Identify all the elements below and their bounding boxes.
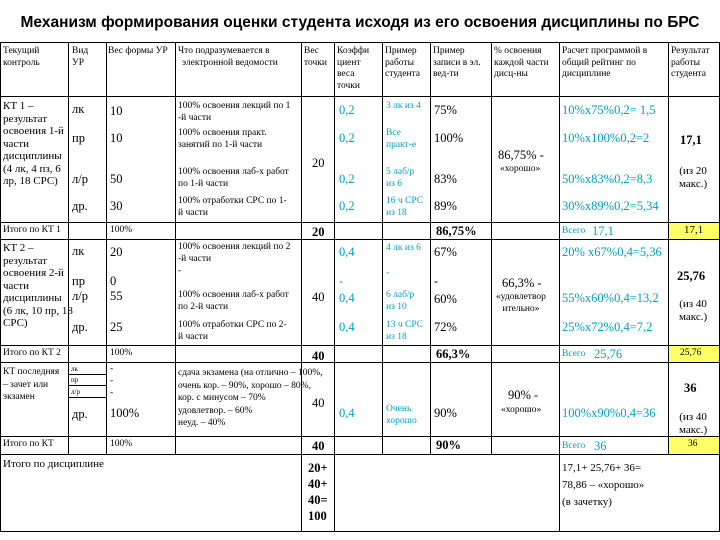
kt2-total-percent: 66,3% xyxy=(436,347,471,361)
header-student-example: Пример работы студента xyxy=(385,46,421,79)
kt1-calc-other: 30%x89%0,2=5,34 xyxy=(562,199,659,213)
kt2-result-note: (из 40 макс.) xyxy=(679,298,708,323)
kt2-record-pr: - xyxy=(434,274,439,288)
kt1-coef-lr: 0,2 xyxy=(339,172,355,186)
kt2-total-label: Итого по КТ 2 xyxy=(3,348,61,358)
kt-exam-point-weight: 40 xyxy=(312,396,325,410)
kt1-record-lk: 75% xyxy=(434,103,457,117)
kt2-record-lk: 67% xyxy=(434,245,457,259)
kt1-desc-other: 100% отработки СРС по 1- й части xyxy=(178,196,287,218)
kt-total-all-value: 36 xyxy=(594,439,607,453)
header-current-control: Текущий контроль xyxy=(3,46,40,68)
kt-total-result: 36 xyxy=(688,439,698,449)
header-ledger-meaning: Что подразумевается в электронной ведомости xyxy=(178,46,278,68)
kt2-type-lk: лк xyxy=(72,244,85,258)
kt1-point-weight: 20 xyxy=(312,156,325,170)
kt1-example-lr: 5 лаб/р из 6 xyxy=(386,167,415,189)
kt1-weight-other: 30 xyxy=(110,199,123,213)
header-student-result: Результат работы студента xyxy=(671,46,710,79)
kt1-example-pr: Все практ-е xyxy=(386,128,417,150)
kt2-total-all-value: 25,76 xyxy=(594,347,623,361)
kt2-percent: 66,3% - xyxy=(502,276,542,290)
kt-exam-example: Очень хорошо xyxy=(386,404,417,426)
kt-exam-result: 36 xyxy=(684,381,697,395)
kt2-total-all-label: Всего xyxy=(562,349,586,359)
kt2-label: КТ 2 – результат освоения 2-й части дисциплины (6 лк, 10 пр, 18 СРС) xyxy=(3,242,73,329)
kt-total-point: 40 xyxy=(312,439,325,453)
kt1-result: 17,1 xyxy=(680,133,702,147)
kt2-weight-lk: 20 xyxy=(110,245,123,259)
kt1-calc-pr: 10%x100%0,2=2 xyxy=(562,131,650,145)
discipline-total-label: Итого по дисциплине xyxy=(3,458,104,470)
kt1-total-result: 17,1 xyxy=(684,224,704,236)
kt1-example-lk: 3 лк из 4 xyxy=(386,101,421,111)
kt1-label: КТ 1 – результат освоения 1-й части дисциплины (4 лк, 4 пз, 6 лр, 18 СРС) xyxy=(3,100,64,187)
discipline-total-points: 20+ 40+ 40= 100 xyxy=(308,461,328,523)
kt1-total-label: Итого по КТ 1 xyxy=(3,225,61,235)
kt2-type-pr: пр xyxy=(72,274,85,288)
kt-exam-mini-weight-1: - xyxy=(110,364,114,374)
kt2-coef-lr: 0,4 xyxy=(339,291,355,305)
kt1-record-lr: 83% xyxy=(434,172,457,186)
kt2-example-lr: 6 лаб/р из 10 xyxy=(386,290,415,312)
kt2-weight-lr: 55 xyxy=(110,289,123,303)
kt2-example-lk: 4 лк из 6 xyxy=(386,243,421,253)
kt-exam-mini-lr: л/р xyxy=(71,388,80,396)
kt1-weight-lr: 50 xyxy=(110,172,123,186)
kt-total-label: Итого по КТ xyxy=(3,439,54,449)
kt1-coef-pr: 0,2 xyxy=(339,131,355,145)
kt2-total-point: 40 xyxy=(312,349,325,363)
kt-total-percent: 90% xyxy=(436,438,461,452)
kt1-weight-pr: 10 xyxy=(110,131,123,145)
kt2-total-result: 25,76 xyxy=(680,348,702,358)
kt-exam-mini-weight-3: - xyxy=(110,388,114,398)
kt2-point-weight: 40 xyxy=(312,290,325,304)
kt1-total-percent: 86,75% xyxy=(436,224,477,238)
kt1-total-weight: 100% xyxy=(110,225,133,235)
kt-total-all-label: Всего xyxy=(562,441,586,451)
kt1-desc-lk: 100% освоения лекций по 1 -й части xyxy=(178,101,291,123)
header-work-type: Вид УР xyxy=(72,46,89,68)
kt2-type-other: др. xyxy=(72,320,88,334)
kt-exam-type: др. xyxy=(72,407,88,421)
kt2-record-other: 72% xyxy=(434,320,457,334)
kt1-desc-pr: 100% освоения практ. занятий по 1-й части xyxy=(178,128,267,150)
kt2-weight-other: 25 xyxy=(110,320,123,334)
kt-exam-calc: 100%x90%0,4=36 xyxy=(562,406,656,420)
kt2-result: 25,76 xyxy=(677,269,706,283)
kt-exam-mini-lk: лк xyxy=(71,365,78,373)
kt1-coef-lk: 0,2 xyxy=(339,103,355,117)
page-title: Механизм формирования оценки студента исходя из его освоения дисциплины по БРС xyxy=(20,14,700,31)
kt1-type-other: др. xyxy=(72,199,88,213)
kt-exam-result-note: (из 40 макс.) xyxy=(679,411,708,436)
kt-exam-record: 90% xyxy=(434,406,457,420)
kt1-coef-other: 0,2 xyxy=(339,199,355,213)
kt2-coef-lk: 0,4 xyxy=(339,245,355,259)
kt1-weight-lk: 10 xyxy=(110,104,123,118)
kt2-calc-lk: 20% x67%0,4=5,36 xyxy=(562,245,662,259)
kt2-calc-other: 25%x72%0,4=7,2 xyxy=(562,320,653,334)
header-rating-calc: Расчет программой в общий рейтинг по дисциплине xyxy=(562,46,648,79)
kt-exam-label: КТ последняя – зачет или экзамен xyxy=(3,367,60,402)
header-coefficient: Коэффи циент веса точки xyxy=(337,46,370,91)
kt1-grade: «хорошо» xyxy=(500,164,541,174)
kt2-desc-other: 100% отработки СРС по 2- й части xyxy=(178,320,287,342)
discipline-total-summary: 17,1+ 25,76+ 36= 78,86 – «хорошо» (в зачетку) xyxy=(562,462,645,508)
kt1-record-pr: 100% xyxy=(434,131,464,145)
kt2-record-lr: 60% xyxy=(434,292,457,306)
kt2-type-lr: л/р xyxy=(72,289,88,303)
kt-exam-percent: 90% - xyxy=(508,388,539,402)
kt2-coef-pr: - xyxy=(339,274,344,288)
kt1-total-all-value: 17,1 xyxy=(592,224,614,238)
kt1-example-other: 16 ч СРС из 18 xyxy=(386,196,424,218)
kt-exam-weight: 100% xyxy=(110,406,140,420)
kt1-total-point: 20 xyxy=(312,225,325,239)
header-record-example: Пример записи в эл. вед-ти xyxy=(433,46,481,79)
kt-exam-mini-weight-2: - xyxy=(110,376,114,386)
header-part-percent: % освоения каждой части дисц-ны xyxy=(494,46,549,79)
kt1-result-note: (из 20 макс.) xyxy=(679,165,708,190)
kt-exam-desc: сдача экзамена (на отлично – 100%, очень кор. – 90%, хорошо – 80%, кор. с минусом – 70% удовлетвор. – 60% неуд. – 40% xyxy=(178,368,323,428)
kt2-total-weight: 100% xyxy=(110,348,133,358)
header-form-weight: Вес формы УР xyxy=(108,46,168,56)
kt2-desc-lk: 100% освоения лекций по 2 -й части xyxy=(178,242,291,264)
kt1-calc-lk: 10%x75%0,2= 1,5 xyxy=(562,103,656,117)
kt1-percent: 86,75% - xyxy=(498,148,544,162)
kt2-grade: «удовлетвор ительно» xyxy=(496,292,546,314)
kt1-calc-lr: 50%x83%0,2=8,3 xyxy=(562,172,653,186)
kt2-example-other: 13 ч СРС из 18 xyxy=(386,320,424,342)
kt-total-weight: 100% xyxy=(110,439,133,449)
kt-exam-coef: 0,4 xyxy=(339,406,355,420)
kt2-desc-pr: - xyxy=(178,266,182,276)
kt1-total-all-label: Всего xyxy=(562,226,586,236)
kt2-coef-other: 0,4 xyxy=(339,320,355,334)
kt2-desc-lr: 100% освоения лаб-х работ по 2-й части xyxy=(178,290,289,312)
kt1-record-other: 89% xyxy=(434,199,457,213)
kt2-calc-lr: 55%x60%0,4=13,2 xyxy=(562,291,659,305)
kt2-example-pr: - xyxy=(386,268,390,278)
kt1-desc-lr: 100% освоения лаб-х работ по 1-й части xyxy=(178,167,289,189)
header-point-weight: Вес точки xyxy=(304,46,328,68)
kt-exam-grade: «хорошо» xyxy=(501,405,542,415)
kt2-weight-pr: 0 xyxy=(110,274,117,288)
kt1-type-lr: л/р xyxy=(72,172,88,186)
kt1-type-pr: пр xyxy=(72,131,85,145)
kt1-type-lk: лк xyxy=(72,102,85,116)
kt-exam-mini-pr: пр xyxy=(71,376,79,384)
